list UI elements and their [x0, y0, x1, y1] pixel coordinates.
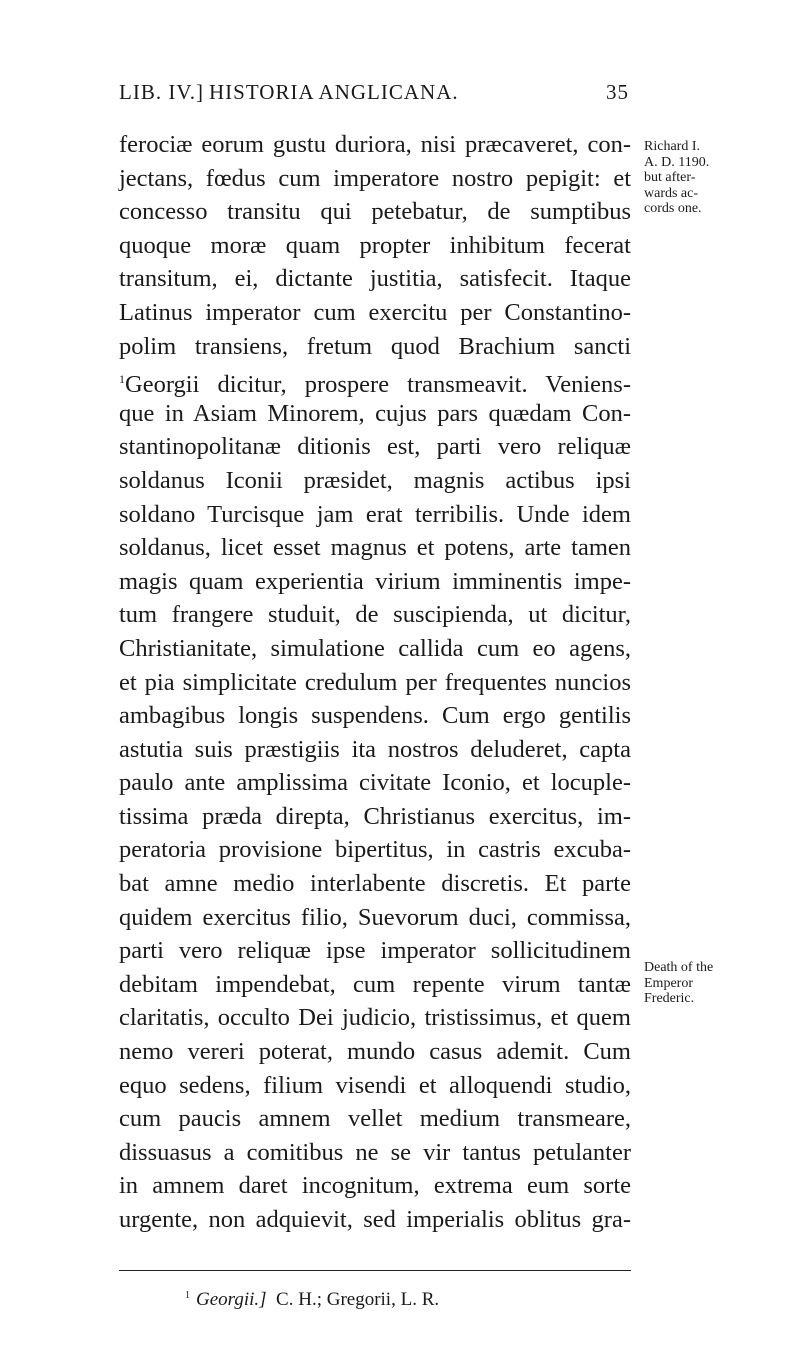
margin-note-line: Richard I. [644, 139, 700, 154]
footnote-lemma: Georgii.] [196, 1289, 267, 1310]
text-line: soldanus Iconii præsidet, magnis actibus ipsi [119, 466, 631, 494]
text-line: Latinus imperator cum exercitu per Constantino- [119, 298, 631, 326]
book-label: LIB. IV.] [119, 80, 205, 104]
text-line: tum frangere studuit, de suscipienda, ut dicitur, [119, 601, 631, 629]
margin-note-line: Emperor [644, 975, 693, 991]
text-line: magis quam experientia virium imminentis impe- [119, 567, 631, 595]
text-line: paulo ante amplissima civitate Iconio, et locuple- [119, 769, 631, 797]
running-header [119, 80, 629, 116]
text-line: equo sedens, filium visendi et alloquendi studio, [119, 1071, 631, 1099]
text-line: tissima præda direpta, Christianus exercitus, im- [119, 802, 631, 830]
text-line: ambagibus longis suspendens. Cum ergo gentilis [119, 702, 631, 730]
main-text [119, 128, 631, 1237]
text-line: astutia suis præstigiis ita nostros deluderet, capta [119, 735, 631, 763]
margin-note-line: A. D. 1190. [644, 154, 710, 170]
text-line: stantinopolitanæ ditionis est, parti vero reliquæ [119, 433, 631, 461]
margin-note-frederic [644, 960, 800, 1007]
text-line: jectans, fœdus cum imperatore nostro pepigit: et [119, 164, 631, 192]
text-line: nemo vereri poterat, mundo casus ademit. Cum [119, 1038, 631, 1066]
footnote-text: C. H.; Gregorii, L. R. [276, 1289, 440, 1310]
text-line: claritatis, occulto Dei judicio, tristissimus, et quem [119, 1004, 631, 1032]
footnote [185, 1289, 439, 1311]
text-line: peratoria provisione bipertitus, in castris excuba- [119, 836, 631, 864]
footnote-rule [119, 1270, 631, 1271]
text-line: concesso transitu qui petebatur, de sumptibus [119, 198, 631, 226]
footnote-marker: 1 [185, 1290, 190, 1301]
text-line: cum paucis amnem vellet medium transmeare, [119, 1105, 631, 1133]
text-line: in amnem daret incognitum, extrema eum sorte [119, 1172, 631, 1200]
text-line: parti vero reliquæ ipse imperator sollicitudinem [119, 937, 631, 965]
text-line: ferociæ eorum gustu duriora, nisi præcaveret, con- [119, 131, 631, 158]
margin-note-line: Frederic. [644, 991, 695, 1006]
text-line: soldanus, licet esset magnus et potens, arte tamen [119, 534, 631, 562]
margin-note-richard [644, 139, 800, 217]
margin-note-line: Death of the [644, 960, 714, 975]
text-line: quidem exercitus filio, Suevorum duci, commissa, [119, 903, 631, 931]
text-line: bat amne medio interlabente discretis. Et parte [119, 870, 631, 898]
footnote-marker: 1 [119, 372, 125, 387]
margin-note-line: but after- [644, 170, 696, 185]
text-line: Christianitate, simulatione callida cum eo agens, [119, 634, 631, 662]
text-line-content: Georgii dicitur, prospere transmeavit. Veniens- [125, 371, 631, 399]
text-line: urgente, non adquievit, sed imperialis oblitus gra- [119, 1206, 631, 1233]
page-number: 35 [606, 80, 629, 104]
text-line: dissuasus a comitibus ne se vir tantus petulanter [119, 1138, 631, 1166]
margin-note-line: wards ac- [644, 185, 699, 201]
margin-note-line: cords one. [644, 201, 702, 216]
text-line: quoque moræ quam propter inhibitum fecerat [119, 231, 631, 259]
text-line: debitam impendebat, cum repente virum tantæ [119, 970, 631, 998]
text-line: polim transiens, fretum quod Brachium sancti [119, 332, 631, 360]
text-line: et pia simplicitate credulum per frequentes nuncios [119, 668, 631, 696]
text-line: que in Asiam Minorem, cujus pars quædam Con- [119, 399, 631, 427]
work-title: HISTORIA ANGLICANA. [209, 80, 459, 104]
text-line: soldano Turcisque jam erat terribilis. Unde idem [119, 500, 631, 528]
text-line: transitum, ei, dictante justitia, satisfecit. Itaque [119, 265, 631, 293]
text-line-with-footnote [119, 363, 631, 397]
